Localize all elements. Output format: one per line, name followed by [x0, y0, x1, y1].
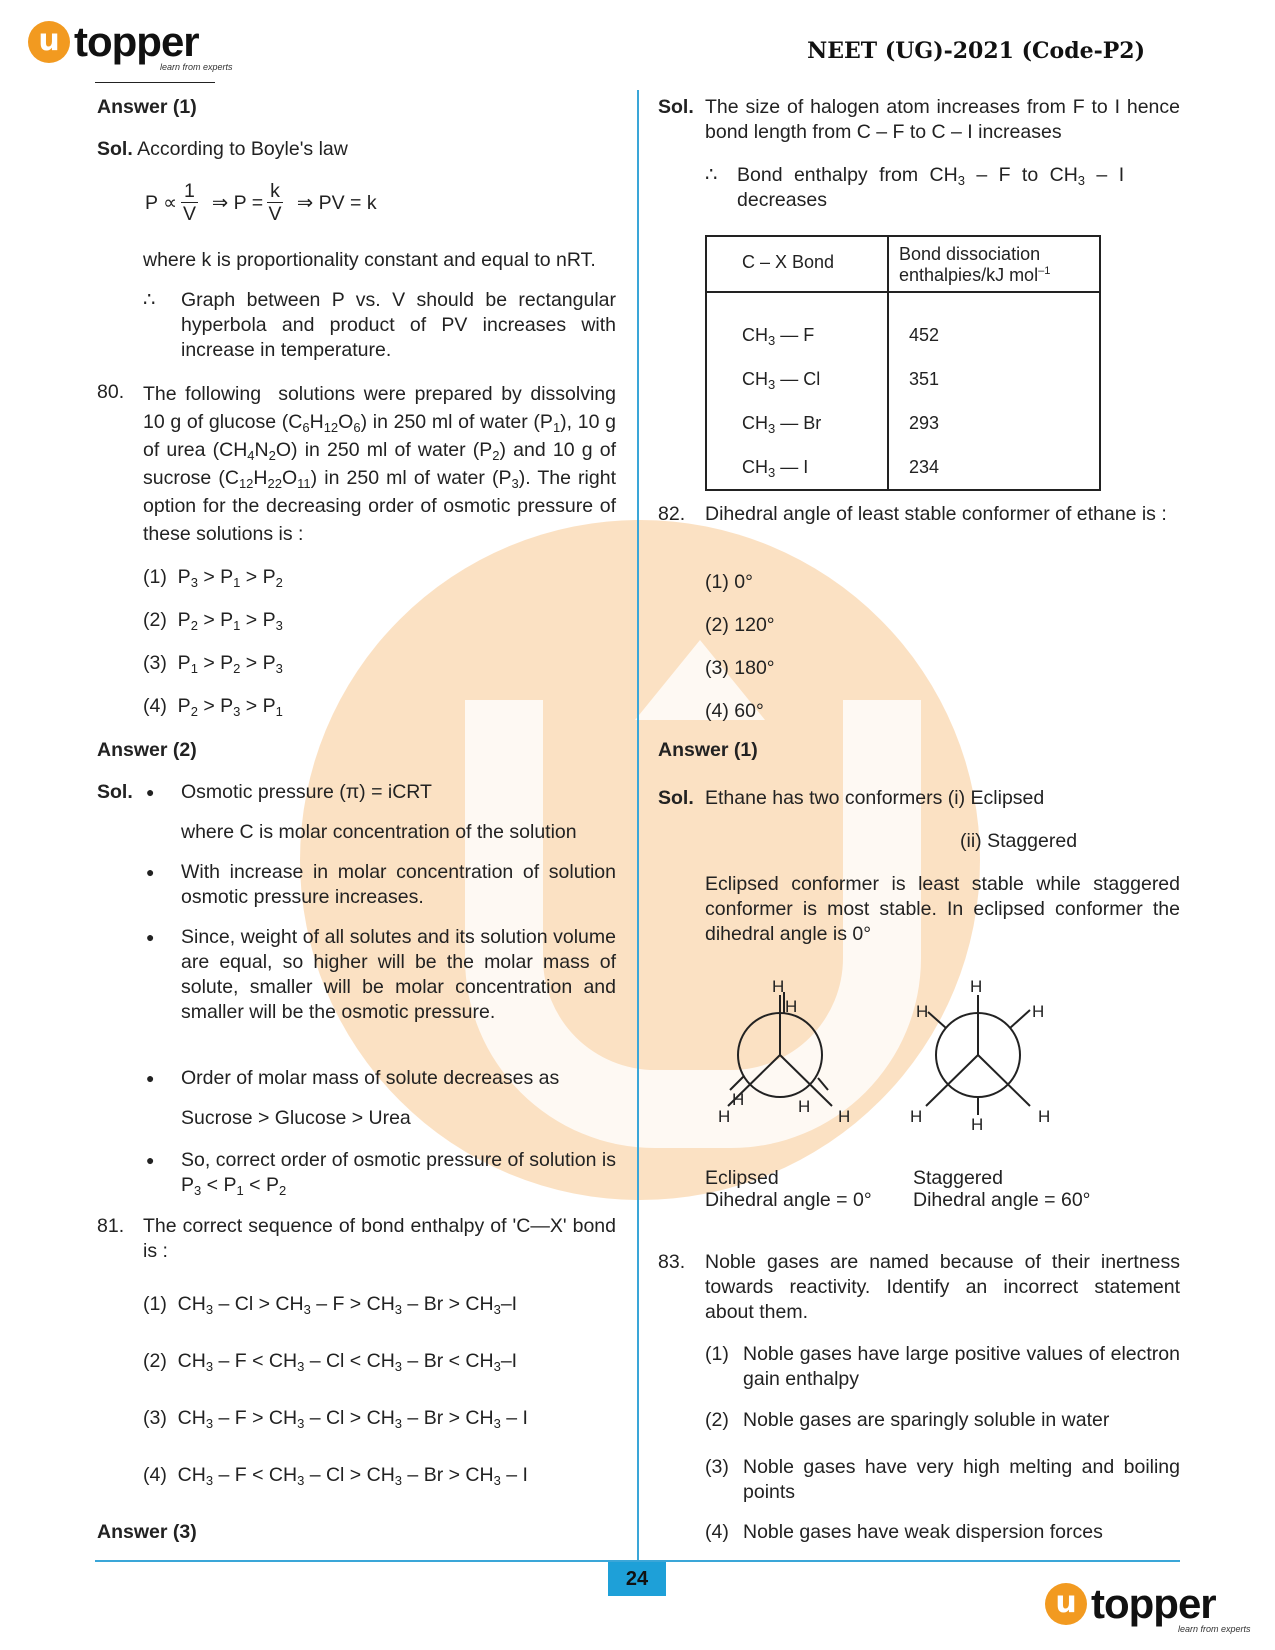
table-bond-column: [706, 292, 888, 490]
u-logo-icon: u: [1045, 1583, 1087, 1625]
h-label: H: [1038, 1107, 1051, 1126]
brand-tagline: learn from experts: [160, 62, 233, 72]
q80-number: 80.: [97, 381, 125, 403]
answer-81: Answer (3): [97, 1521, 197, 1543]
sol-80-b5: So, correct order of osmotic pressure of solution is $P_3 < P_1 < P_2$: [181, 1149, 616, 1198]
q81-number: 81.: [97, 1215, 125, 1237]
sol-82-label: Sol.: [658, 787, 694, 809]
sol-81-text: The size of halogen atom increases from F to I hence bond length from C – F to C – I increases: [705, 96, 1180, 143]
q83-option-4-num: (4): [705, 1521, 729, 1543]
h-label: H: [916, 1002, 929, 1021]
sol-82-para: Eclipsed conformer is least stable while staggered conformer is most stable. In eclipsed conformer the dihedral angle is 0°: [705, 873, 1180, 945]
q83-text: Noble gases are named because of their inertness towards reactivity. Identify an incorrect statement about them.: [705, 1251, 1180, 1323]
q80-option-4: (4) $P_2 > P_3 > P_1$: [143, 695, 283, 719]
q81-option-2: (2) $CH_3 - F < CH_3 - Cl < CH_3 - Br < CH_3-I$: [143, 1350, 518, 1374]
eq-fraction-1: $\frac{1}{V}$: [182, 180, 196, 225]
sol-81-label: Sol.: [658, 96, 694, 118]
footer-brand-tagline: learn from experts: [1178, 1624, 1251, 1634]
staggered-newman: [926, 995, 1030, 1115]
sol-80-b1: Osmotic pressure (π) = iCRT: [181, 781, 432, 803]
table-row-bond: $CH_3$ — I: [742, 457, 809, 480]
table-row-value: 452: [909, 325, 940, 345]
table-row-bond: $CH_3$ — Br: [742, 413, 822, 436]
h-label: H: [732, 1090, 745, 1109]
q81-option-1: (1) $CH_3 - Cl > CH_3 - F > CH_3 - Br > CH_3-I$: [143, 1293, 518, 1317]
newman-projections: [700, 980, 1100, 1160]
q83-option-3-num: (3): [705, 1456, 729, 1478]
sol-79: [97, 137, 348, 162]
q82-text: Dihedral angle of least stable conformer of ethane is :: [705, 503, 1167, 525]
sol-82-text2: (ii) Staggered: [960, 830, 1078, 852]
sol-80-b2: With increase in molar concentration of solution osmotic pressure increases.: [181, 861, 616, 908]
page-number: 24: [608, 1562, 666, 1596]
sol-82-text: Ethane has two conformers (i) Eclipsed: [705, 787, 1045, 809]
column-divider: [637, 90, 639, 1565]
bullet-5: ●: [146, 1152, 155, 1168]
header-rule: [95, 82, 215, 83]
exam-title: NEET (UG)-2021 (Code-P2): [807, 38, 1145, 64]
eq-fraction-k: $\frac{k}{V}$: [268, 180, 282, 225]
sol-81-therefore: Bond enthalpy from $CH_3$ – F to $CH_3$ – I decreases: [737, 164, 1125, 211]
q80-option-3: (3) $P_1 > P_2 > P_3$: [143, 652, 283, 676]
h-label: H: [910, 1107, 923, 1126]
h-label: H: [971, 1115, 984, 1134]
q82-number: 82.: [658, 503, 686, 525]
u-logo-icon: u: [28, 21, 70, 63]
q82-option-2: (2) 120°: [705, 614, 775, 636]
h-label: H: [718, 1107, 731, 1126]
bullet-2: ●: [146, 864, 155, 880]
q81-option-4: (4) $CH_3 - F < CH_3 - Cl > CH_3 - Br > CH_3 - I$: [143, 1464, 528, 1488]
staggered-caption: Staggered Dihedral angle = 60°: [913, 1167, 1091, 1211]
sol-79-line2: where k is proportionality constant and equal to nRT.: [143, 249, 596, 271]
q83-option-2: Noble gases are sparingly soluble in water: [743, 1409, 1110, 1431]
q83-option-4: Noble gases have weak dispersion forces: [743, 1521, 1103, 1543]
sol-80-label: Sol.: [97, 781, 133, 803]
sol-80-b3: Since, weight of all solutes and its solution volume are equal, so higher will be the molar mass of solute, smaller will be molar concentration and smaller will be the osmotic pressure.: [181, 926, 616, 1023]
table-row-value: 293: [909, 413, 940, 433]
h-label: H: [970, 980, 983, 996]
q83-option-1-num: (1): [705, 1343, 729, 1365]
footer-brand-name: topper: [1091, 1580, 1216, 1627]
answer-80: Answer (2): [97, 739, 197, 761]
h-label: H: [838, 1107, 851, 1126]
q81-option-3: (3) $CH_3 - F > CH_3 - Cl > CH_3 - Br > CH_3 - I$: [143, 1407, 528, 1431]
bond-enthalpy-table: [705, 235, 1101, 491]
table-row-value: 234: [909, 457, 940, 477]
sol-79-conclusion: Graph between P vs. V should be rectangular hyperbola and product of PV increases with increase in temperature.: [181, 289, 616, 361]
eq-end: ⇒ PV = k: [296, 191, 377, 214]
boyle-equation: [145, 180, 377, 225]
sol-80-b1b: where C is molar concentration of the solution: [181, 821, 577, 843]
answer-79: Answer (1): [97, 96, 197, 118]
q80-option-1: (1) $P_3 > P_1 > P_2$: [143, 566, 283, 590]
h-label: H: [785, 997, 798, 1016]
h-label: H: [798, 1097, 811, 1116]
sol-label: Sol.: [97, 138, 133, 160]
therefore-symbol: ∴: [143, 289, 156, 311]
sol-80-b4b: Sucrose > Glucose > Urea: [181, 1107, 411, 1129]
sol-79-intro: According to Boyle's law: [137, 138, 348, 160]
footer-topper-logo: [1045, 1580, 1216, 1628]
q83-number: 83.: [658, 1251, 686, 1273]
q80-option-2: (2) $P_2 > P_1 > P_3$: [143, 609, 283, 633]
q82-option-1: (1) 0°: [705, 571, 753, 593]
table-row-bond: $CH_3$ — Cl: [742, 369, 821, 392]
q82-option-3: (3) 180°: [705, 657, 775, 679]
eclipsed-newman: [728, 992, 832, 1106]
table-header-enthalpy: Bond dissociation enthalpies/kJ mol$^{-1}$: [888, 236, 1100, 292]
bullet-1: ●: [146, 784, 155, 800]
bullet-3: ●: [146, 929, 155, 945]
eq-arrow-1: ⇒ P =: [211, 191, 264, 214]
topper-logo: [28, 18, 199, 66]
therefore-symbol-2: ∴: [705, 164, 718, 186]
table-row-value: 351: [909, 369, 940, 389]
q83-option-1: Noble gases have large positive values of electron gain enthalpy: [743, 1343, 1180, 1390]
table-row-bond: $CH_3$ — F: [742, 325, 815, 348]
q80-text: The following solutions were prepared by dissolving 10 g of glucose $(C_6H_{12}O_6)$ in 250 ml of water $(P_1)$, 10 g of urea $(CH_4N_2O)$ in 250 ml of water $(P_2)$ and 10 g of sucrose $(C_{12}H_{22}O_{11})$ in 250 ml of water $(P_3)$. The right option for the decreasing order of osmotic pressure of these solutions is :: [143, 383, 616, 545]
table-header-bond: C – X Bond: [706, 236, 888, 292]
brand-name: topper: [74, 18, 199, 65]
table-value-column: [888, 292, 1100, 490]
sol-80-b4: Order of molar mass of solute decreases as: [181, 1067, 560, 1089]
answer-82: Answer (1): [658, 739, 758, 761]
q83-option-2-num: (2): [705, 1409, 729, 1431]
bullet-4: ●: [146, 1070, 155, 1086]
q81-text: The correct sequence of bond enthalpy of 'C—X' bond is :: [143, 1215, 616, 1262]
q82-option-4: (4) 60°: [705, 700, 764, 722]
eclipsed-caption: Eclipsed Dihedral angle = 0°: [705, 1167, 872, 1211]
q83-option-3: Noble gases have very high melting and boiling points: [743, 1456, 1180, 1503]
eq-p-proportional: P ∝: [145, 191, 178, 214]
h-label: H: [1032, 1002, 1045, 1021]
h-label: H: [772, 980, 785, 996]
